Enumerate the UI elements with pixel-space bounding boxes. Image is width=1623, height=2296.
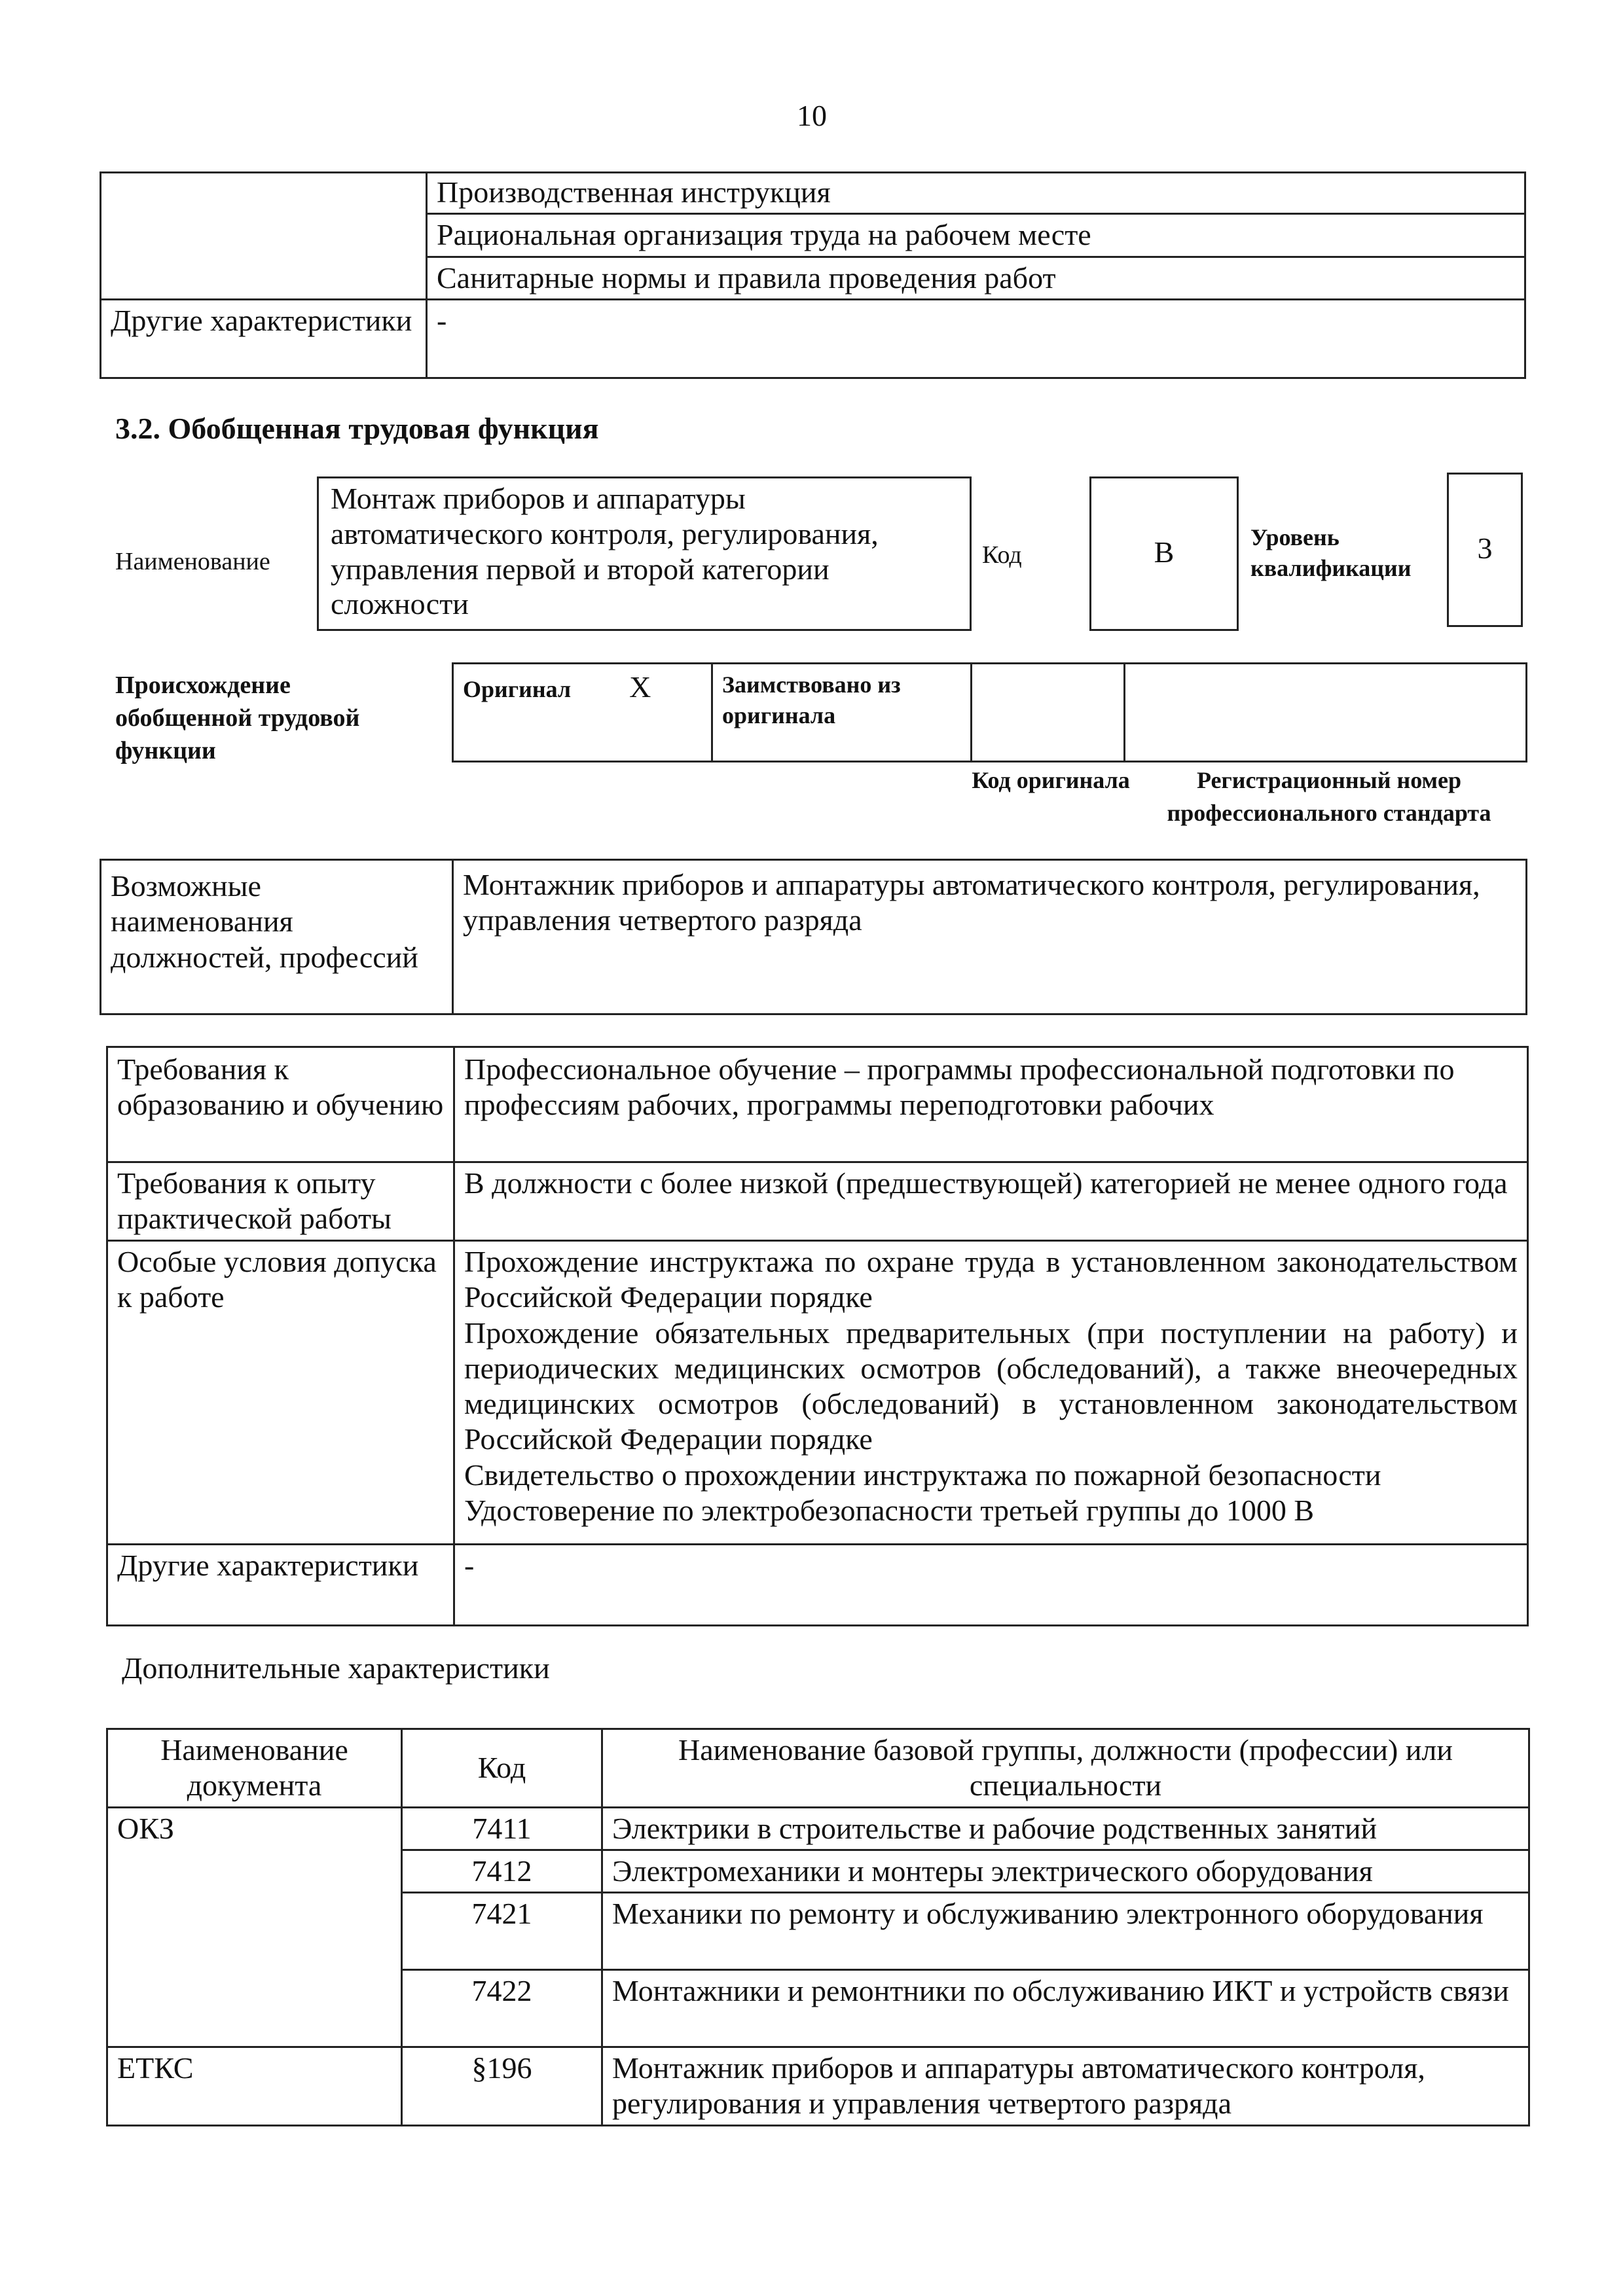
registration-number-cell (1125, 664, 1527, 762)
doc-okz: ОКЗ (107, 1807, 402, 2047)
page-number: 10 (797, 99, 827, 132)
conditions-label: Особые условия допуска к работе (107, 1241, 454, 1545)
positions-label: Возможные наименования должностей, профессий (101, 860, 453, 1014)
section-title: 3.2. Обобщенная трудовая функция (115, 412, 599, 445)
top-table-row: Производственная инструкция (427, 173, 1525, 214)
row-name: Механики по ремонту и обслуживанию электронного оборудования (602, 1893, 1529, 1970)
header-name: Наименование базовой группы, должности (профессии) или специальности (602, 1729, 1529, 1808)
original-label: Оригинал (463, 676, 572, 702)
borrowed-label: Заимствовано из оригинала (722, 672, 901, 728)
education-label: Требования к образованию и обучению (107, 1047, 454, 1162)
top-table (100, 171, 1526, 379)
header-code: Код (402, 1729, 602, 1808)
additional-title: Дополнительные характеристики (122, 1651, 550, 1685)
row-name: Электрики в строительстве и рабочие родственных занятий (602, 1807, 1529, 1850)
other-characteristics-label: Другие характеристики (101, 299, 427, 378)
function-name: Монтаж приборов и аппаратуры автоматического контроля, регулирования, управления первой и второй категории сложности (331, 482, 879, 621)
origin-table (452, 662, 1527, 762)
positions-value: Монтажник приборов и аппаратуры автоматического контроля, регулирования, управления четвертого разряда (453, 860, 1527, 1014)
code-box (1089, 476, 1239, 631)
original-code-cell (972, 664, 1125, 762)
condition-item: Прохождение инструктажа по охране труда в установленном законодательством Российской Федерации порядке (464, 1245, 1518, 1314)
row-code: 7412 (402, 1850, 602, 1892)
conditions-values (454, 1241, 1528, 1545)
other-characteristics-value: - (454, 1545, 1528, 1626)
other-characteristics-label: Другие характеристики (107, 1545, 454, 1626)
reg-caption: Регистрационный номер профессионального стандарта (1167, 767, 1491, 826)
borrowed-cell (712, 664, 972, 762)
top-table-empty-cell (101, 173, 427, 300)
header-document: Наименование документа (107, 1729, 402, 1808)
other-characteristics-value: - (427, 299, 1525, 378)
origin-label: Происхождение обобщенной трудовой функции (115, 672, 360, 765)
row-name: Монтажники и ремонтники по обслуживанию ИКТ и устройств связи (602, 1970, 1529, 2047)
top-table-row: Санитарные нормы и правила проведения работ (427, 257, 1525, 299)
additional-table (106, 1728, 1530, 2126)
condition-item: Свидетельство о прохождении инструктажа по пожарной безопасности (464, 1458, 1381, 1492)
top-table-row: Рациональная организация труда на рабочем месте (427, 214, 1525, 257)
original-cell (453, 664, 712, 762)
code-label: Код (982, 541, 1022, 569)
row-code: 7422 (402, 1970, 602, 2047)
row-name: Монтажник приборов и аппаратуры автоматического контроля, регулирования и управления четвертого разряда (602, 2047, 1529, 2126)
level-label: Уровень квалификации (1250, 524, 1412, 581)
level-box (1447, 473, 1523, 627)
experience-label: Требования к опыту практической работы (107, 1162, 454, 1241)
code-caption: Код оригинала (972, 767, 1130, 793)
requirements-table (106, 1046, 1529, 1626)
education-value: Профессиональное обучение – программы профессиональной подготовки по профессиям рабочих, программы переподготовки рабочих (454, 1047, 1528, 1162)
condition-item: Прохождение обязательных предварительных (при поступлении на работу) и периодических медицинских осмотров (обследований), а также внеочередных медицинских осмотров (обследований) в установленном законодательством Российской Федерации порядке (464, 1316, 1518, 1456)
row-code: 7411 (402, 1807, 602, 1850)
original-mark: X (629, 670, 651, 704)
row-code: §196 (402, 2047, 602, 2126)
positions-table (100, 859, 1527, 1015)
condition-item: Удостоверение по электробезопасности третьей группы до 1000 В (464, 1493, 1315, 1527)
row-name: Электромеханики и монтеры электрического оборудования (602, 1850, 1529, 1892)
function-name-box (317, 476, 972, 631)
level-value: 3 (1477, 531, 1493, 565)
name-label: Наименование (115, 548, 270, 575)
row-code: 7421 (402, 1893, 602, 1970)
code-value: B (1154, 535, 1175, 569)
doc-etks: ЕТКС (107, 2047, 402, 2126)
experience-value: В должности с более низкой (предшествующей) категорией не менее одного года (454, 1162, 1528, 1241)
